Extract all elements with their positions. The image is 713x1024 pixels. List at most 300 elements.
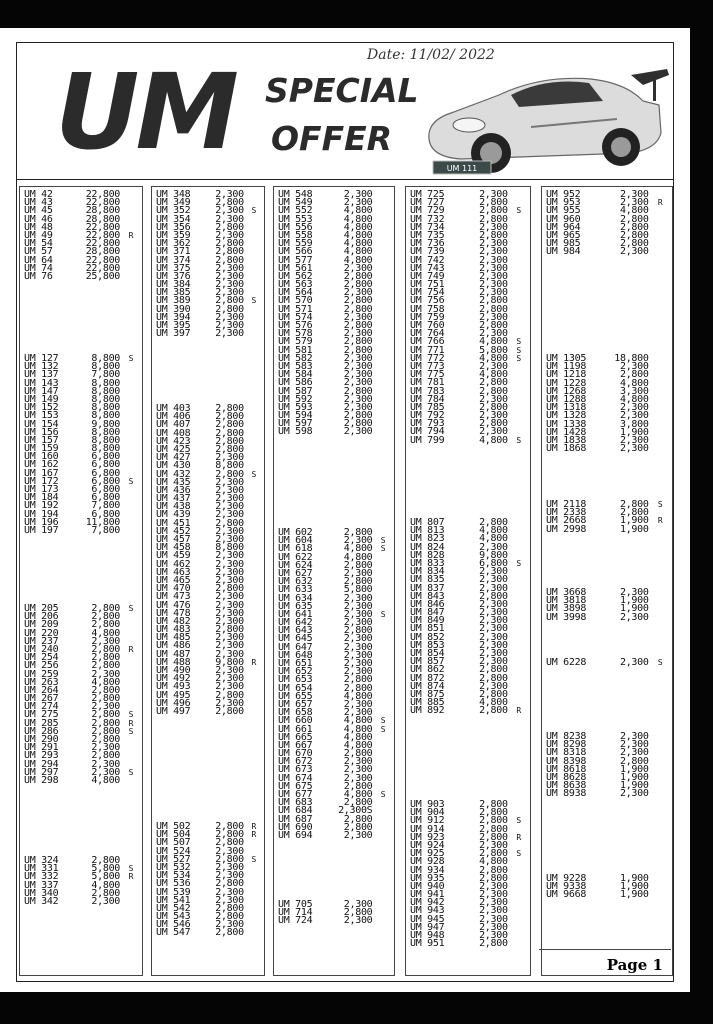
plate-number: UM 8318: [546, 747, 587, 759]
plate-number: UM 813: [410, 525, 445, 537]
plate-price: 2,300: [215, 311, 244, 323]
plate-number: UM 622: [278, 551, 313, 563]
plate-price: 2,300: [479, 623, 508, 635]
plate-number: UM 527: [156, 853, 191, 865]
plate-price: 2,300: [215, 534, 244, 545]
plate-row: [542, 445, 672, 453]
plate-number: UM 457: [156, 534, 191, 545]
plate-price: 2,300: [619, 788, 649, 800]
plate-price: 2,800: [479, 303, 508, 315]
plate-price: 2,800: [479, 418, 508, 430]
plate-number: UM 432: [156, 468, 191, 480]
plate-number: UM 536: [156, 878, 191, 890]
plate-number: UM 862: [410, 664, 445, 676]
plate-number: UM 487: [156, 648, 191, 660]
plate-number: UM 490: [156, 665, 191, 676]
plate-number: UM 633: [278, 584, 313, 596]
plate-number: UM 985: [546, 238, 581, 250]
plate-price: 2,300: [343, 197, 373, 209]
plate-price: 6,800: [91, 459, 121, 471]
plate-number: UM 43: [24, 197, 53, 209]
plate-price: 4,800: [343, 739, 373, 751]
status-mark: S: [251, 206, 257, 216]
plate-price: 2,800: [91, 660, 121, 672]
plate-number: UM 552: [278, 205, 313, 217]
plate-number: UM 833: [410, 557, 445, 569]
plate-price: 8,800: [91, 434, 121, 446]
plate-number: UM 153: [24, 410, 59, 422]
plate-number: UM 42: [24, 189, 53, 200]
plate-price: 6,800: [91, 475, 121, 487]
plate-number: UM 732: [410, 213, 445, 225]
price-column-3: [273, 186, 395, 976]
plate-group: [542, 589, 672, 622]
plate-price: 2,800: [479, 705, 508, 717]
plate-number: UM 579: [278, 336, 313, 348]
plate-number: UM 781: [410, 377, 445, 389]
plate-number: UM 548: [278, 189, 313, 200]
status-mark: S: [516, 337, 522, 347]
plate-number: UM 2338: [546, 507, 587, 519]
status-mark: R: [251, 657, 257, 667]
plate-number: UM 874: [410, 680, 445, 692]
plate-price: 2,800: [479, 205, 508, 217]
plate-number: UM 837: [410, 582, 445, 594]
plate-number: UM 785: [410, 401, 445, 413]
plate-number: UM 653: [278, 674, 313, 686]
plate-price: 2,800: [479, 848, 508, 860]
plate-number: UM 556: [278, 221, 313, 233]
plate-price: 2,300: [479, 656, 508, 668]
plate-price: 2,300: [479, 360, 508, 372]
plate-price: 2,300: [619, 402, 649, 414]
plate-group: [274, 901, 394, 926]
plate-number: UM 948: [410, 930, 445, 941]
plate-price: 2,300: [479, 648, 508, 659]
plate-price: 6,800: [91, 508, 121, 520]
plate-number: UM 892: [410, 705, 445, 717]
plate-price: 2,800: [479, 517, 508, 528]
plate-price: 28,800: [85, 205, 121, 217]
plate-price: 4,800: [343, 254, 373, 266]
plate-price: 6,800: [91, 484, 121, 495]
plate-price: 2,300: [215, 476, 244, 488]
plate-price: 22,800: [85, 262, 121, 274]
plate-number: UM 132: [24, 361, 59, 373]
plate-number: UM 675: [278, 780, 313, 792]
plate-number: UM 751: [410, 279, 445, 291]
plate-price: 2,300: [479, 889, 508, 901]
status-mark: S: [380, 544, 386, 554]
plate-number: UM 74: [24, 262, 53, 274]
plate-number: UM 632: [278, 576, 313, 588]
plate-number: UM 1328: [546, 410, 587, 422]
plate-number: UM 727: [410, 197, 445, 209]
plate-row: [542, 790, 672, 798]
plate-price: 18,800: [614, 353, 649, 364]
plate-price: 2,300: [619, 197, 649, 209]
plate-price: 2,300: [619, 657, 649, 668]
plate-number: UM 729: [410, 205, 445, 217]
plate-price: 2,800: [479, 385, 508, 397]
plate-number: UM 502: [156, 821, 191, 832]
plate-price: 2,800: [479, 672, 508, 684]
plate-number: UM 824: [410, 541, 445, 553]
plate-number: UM 539: [156, 886, 191, 898]
plate-price: 2,300: [343, 592, 373, 604]
plate-price: 2,300: [215, 919, 244, 931]
plate-number: UM 561: [278, 262, 313, 274]
plate-number: UM 478: [156, 607, 191, 619]
plate-number: UM 293: [24, 750, 59, 762]
plate-number: UM 586: [278, 377, 313, 389]
plate-number: UM 684: [278, 805, 313, 817]
plate-price: 8,800: [91, 361, 121, 373]
offer-title-line2: OFFER: [271, 119, 393, 158]
plate-number: UM 947: [410, 921, 445, 933]
plate-price: 28,800: [85, 246, 121, 258]
plate-price: 2,300: [479, 262, 508, 274]
plate-number: UM 459: [156, 550, 191, 562]
status-mark: S: [128, 710, 134, 720]
plate-price: 2,300: [215, 607, 244, 619]
plate-price: 2,800: [215, 902, 244, 914]
plate-price: 1,900: [619, 873, 649, 884]
plate-number: UM 641: [278, 608, 313, 620]
plate-number: UM 1838: [546, 434, 587, 446]
plate-price: 2,300: [343, 328, 373, 340]
status-mark: R: [128, 872, 134, 882]
plate-number: UM 157: [24, 434, 59, 446]
plate-number: UM 627: [278, 567, 313, 579]
plate-number: UM 587: [278, 385, 313, 397]
plate-price: 2,300: [215, 189, 244, 200]
status-mark: R: [251, 822, 257, 831]
plate-number: UM 597: [278, 418, 313, 430]
plate-price: 4,800: [343, 229, 373, 241]
plate-number: UM 1868: [546, 443, 587, 455]
plate-price: 2,800: [215, 927, 244, 939]
plate-price: 2,800: [91, 643, 121, 655]
plate-number: UM 154: [24, 418, 59, 430]
status-mark: S: [380, 609, 386, 619]
plate-price: 2,800: [479, 815, 508, 827]
plate-price: 4,800: [343, 205, 373, 217]
plate-price: 2,800: [479, 938, 508, 950]
plate-row: [20, 524, 142, 536]
plate-number: UM 406: [156, 411, 191, 423]
plate-price: 2,300: [91, 758, 121, 770]
plate-number: UM 438: [156, 501, 191, 513]
plate-number: UM 290: [24, 734, 59, 745]
plate-number: UM 794: [410, 426, 445, 438]
plate-number: UM 159: [24, 443, 59, 455]
plate-number: UM 3818: [546, 595, 587, 607]
plate-price: 2,800: [479, 823, 508, 835]
plate-price: 4,800: [343, 238, 373, 250]
plate-price: 2,300: [479, 238, 508, 250]
plate-number: UM 734: [410, 221, 445, 233]
plate-price: 2,300: [343, 915, 373, 927]
plate-number: UM 348: [156, 189, 191, 200]
plate-number: UM 756: [410, 295, 445, 307]
plate-number: UM 256: [24, 660, 59, 672]
plate-price: 1,900: [619, 603, 649, 615]
plate-number: UM 925: [410, 848, 445, 860]
plate-price: 2,800: [91, 725, 121, 737]
plate-price: 2,800: [215, 427, 244, 439]
plate-price: 7,800: [91, 500, 121, 512]
plate-price: 2,300: [343, 756, 373, 768]
plate-price: 2,300: [215, 894, 244, 906]
plate-group: [542, 501, 672, 534]
plate-price: 2,800: [215, 221, 244, 233]
plate-group: [406, 801, 530, 948]
plate-number: UM 849: [410, 615, 445, 627]
status-mark: S: [516, 206, 522, 216]
plate-row: [542, 611, 672, 623]
plate-price: 2,800: [343, 336, 373, 348]
plate-price: 2,800: [343, 682, 373, 694]
plate-number: UM 331: [24, 863, 59, 875]
plate-number: UM 602: [278, 527, 313, 538]
plate-price: 2,300: [215, 525, 244, 537]
plate-number: UM 618: [278, 543, 313, 555]
plate-price: 8,800: [91, 393, 121, 405]
plate-price: 2,300: [479, 598, 508, 610]
plate-number: UM 581: [278, 344, 313, 356]
plate-number: UM 495: [156, 689, 191, 701]
plate-number: UM 725: [410, 189, 445, 200]
plate-number: UM 423: [156, 435, 191, 447]
plate-price: 22,800: [85, 221, 121, 233]
plate-price: 2,300: [479, 930, 508, 941]
plate-number: UM 9228: [546, 873, 587, 884]
plate-number: UM 194: [24, 508, 59, 520]
plate-number: UM 389: [156, 295, 191, 307]
plate-price: 28,800: [85, 213, 121, 225]
plate-price: 8,800: [91, 410, 121, 422]
status-mark: S: [516, 345, 522, 355]
price-list-sheet: [0, 28, 690, 992]
plate-price: 2,300: [619, 246, 649, 258]
plate-price: 5,800: [343, 584, 373, 596]
plate-group: [542, 733, 672, 799]
plate-price: 2,800: [619, 369, 649, 381]
plate-price: 2,300: [479, 582, 508, 594]
plate-number: UM 149: [24, 393, 59, 405]
plate-price: 2,300: [479, 880, 508, 892]
plate-price: 2,300: [619, 587, 649, 598]
plate-number: UM 483: [156, 624, 191, 636]
plate-number: UM 594: [278, 410, 313, 422]
plate-number: UM 657: [278, 698, 313, 710]
status-mark: R: [516, 832, 522, 842]
plate-number: UM 3898: [546, 603, 587, 615]
plate-price: 2,800: [343, 907, 373, 919]
plate-number: UM 852: [410, 631, 445, 643]
plate-price: 2,300: [479, 615, 508, 627]
plate-price: 2,300: [479, 913, 508, 925]
plate-number: UM 635: [278, 600, 313, 612]
plate-number: UM 192: [24, 500, 59, 512]
plate-price: 2,300: [215, 697, 244, 709]
plate-group: [20, 191, 142, 281]
plate-price: 2,800: [619, 238, 649, 250]
plate-number: UM 875: [410, 688, 445, 700]
plate-price: 2,300: [343, 772, 373, 784]
plate-number: UM 564: [278, 287, 313, 299]
plate-number: UM 532: [156, 861, 191, 873]
plate-price: 2,800: [215, 197, 244, 209]
plate-price: 2,800: [91, 693, 121, 705]
plate-number: UM 54: [24, 238, 53, 250]
plate-number: UM 349: [156, 197, 191, 209]
plate-number: UM 672: [278, 756, 313, 768]
plate-price: 2,300: [343, 829, 373, 841]
plate-number: UM 197: [24, 524, 59, 536]
plate-number: UM 496: [156, 697, 191, 709]
status-mark: S: [251, 296, 257, 306]
plate-price: 2,300: [479, 541, 508, 553]
document-frame: [16, 42, 674, 982]
plate-price: 2,800: [343, 674, 373, 686]
plate-price: 2,300: [479, 221, 508, 233]
plate-number: UM 951: [410, 938, 445, 950]
plate-number: UM 8628: [546, 771, 587, 783]
plate-number: UM 1318: [546, 402, 587, 414]
plate-price: 2,300: [215, 681, 244, 693]
plate-number: UM 507: [156, 837, 191, 849]
plate-number: UM 297: [24, 766, 59, 778]
plate-number: UM 2118: [546, 499, 587, 510]
plate-price: 2,300: [479, 246, 508, 258]
plate-row: [406, 940, 530, 948]
plate-price: 2,300: [619, 611, 649, 623]
plate-price: 4,800: [479, 856, 508, 868]
plate-number: UM 267: [24, 693, 59, 705]
plate-number: UM 759: [410, 311, 445, 323]
plate-number: UM 524: [156, 845, 191, 857]
plate-number: UM 425: [156, 443, 191, 455]
plate-price: 4,800: [479, 533, 508, 545]
plate-price: 2,300: [91, 701, 121, 713]
plate-price: 2,800: [215, 468, 244, 480]
status-mark: S: [516, 849, 522, 859]
plate-price: 2,300: [619, 361, 649, 373]
plate-number: UM 48: [24, 221, 53, 233]
plate-number: UM 482: [156, 615, 191, 627]
plate-price: 2,800: [479, 831, 508, 843]
status-mark: S: [516, 435, 522, 445]
plate-number: UM 439: [156, 509, 191, 521]
plate-number: UM 943: [410, 905, 445, 917]
plate-number: UM 237: [24, 635, 59, 647]
plate-number: UM 749: [410, 270, 445, 282]
plate-price: 2,300: [215, 279, 244, 291]
plate-price: 2,800: [343, 559, 373, 571]
plate-price: 2,800: [343, 780, 373, 792]
plate-price: 4,800: [619, 393, 649, 405]
plate-price: 2,800: [91, 750, 121, 762]
plate-price: 2,800: [479, 872, 508, 884]
plate-number: UM 541: [156, 894, 191, 906]
plate-price: 4,800: [91, 774, 121, 786]
plate-number: UM 799: [410, 434, 445, 446]
plate-number: UM 758: [410, 303, 445, 315]
plate-number: UM 924: [410, 839, 445, 851]
plate-price: 2,300: [215, 328, 244, 340]
plate-number: UM 2998: [546, 523, 587, 535]
plate-price: 1,900: [619, 771, 649, 783]
plate-price: 2,800: [619, 221, 649, 233]
plate-price: 2,300: [343, 617, 373, 629]
plate-number: UM 559: [278, 238, 313, 250]
plate-number: UM 196: [24, 516, 59, 528]
status-mark: S: [657, 658, 663, 667]
plate-price: 8,800: [91, 353, 121, 364]
plate-price: 2,300: [479, 566, 508, 578]
plate-number: UM 342: [24, 895, 59, 907]
plate-number: UM 940: [410, 880, 445, 892]
plate-group: [152, 191, 264, 338]
plate-number: UM 558: [278, 229, 313, 241]
plate-price: 2,800: [619, 213, 649, 225]
plate-row: [20, 774, 142, 786]
plate-price: 8,800: [91, 402, 121, 414]
plate-price: 2,800: [479, 864, 508, 876]
plate-price: 2,800: [619, 507, 649, 519]
plate-price: 1,900: [619, 523, 649, 535]
plate-number: UM 147: [24, 385, 59, 397]
plate-number: UM 643: [278, 625, 313, 637]
plate-number: UM 8238: [546, 731, 587, 742]
plate-number: UM 576: [278, 320, 313, 331]
plate-number: UM 739: [410, 246, 445, 258]
status-mark: R: [657, 198, 663, 208]
plate-price: 2,800: [343, 320, 373, 331]
status-mark: S: [251, 854, 257, 864]
plate-row: [152, 330, 264, 338]
plate-number: UM 645: [278, 633, 313, 645]
plate-price: 2,300: [215, 493, 244, 505]
plate-price: 2,800: [91, 619, 121, 631]
plate-number: UM 714: [278, 907, 313, 919]
plate-number: UM 843: [410, 590, 445, 602]
plate-number: UM 486: [156, 640, 191, 652]
plate-price: 4,800: [343, 715, 373, 727]
plate-number: UM 642: [278, 617, 313, 629]
plate-number: UM 9338: [546, 881, 587, 893]
plate-price: 2,800: [343, 385, 373, 397]
plate-price: 2,800: [215, 821, 244, 832]
plate-price: 2,800: [343, 576, 373, 588]
plate-number: UM 1198: [546, 361, 587, 373]
plate-price: 2,800: [619, 499, 649, 510]
plate-number: UM 942: [410, 897, 445, 909]
plate-number: UM 205: [24, 603, 59, 614]
plate-price: 2,300: [215, 870, 244, 882]
plate-number: UM 670: [278, 748, 313, 760]
status-mark: S: [380, 790, 386, 799]
plate-number: UM 1428: [546, 426, 587, 438]
plate-number: UM 76: [24, 270, 53, 282]
plate-price: 2,800: [215, 911, 244, 923]
plate-number: UM 332: [24, 871, 59, 883]
plate-price: 4,800: [343, 723, 373, 735]
plate-group: [542, 191, 672, 257]
plate-price: 2,300: [619, 410, 649, 422]
